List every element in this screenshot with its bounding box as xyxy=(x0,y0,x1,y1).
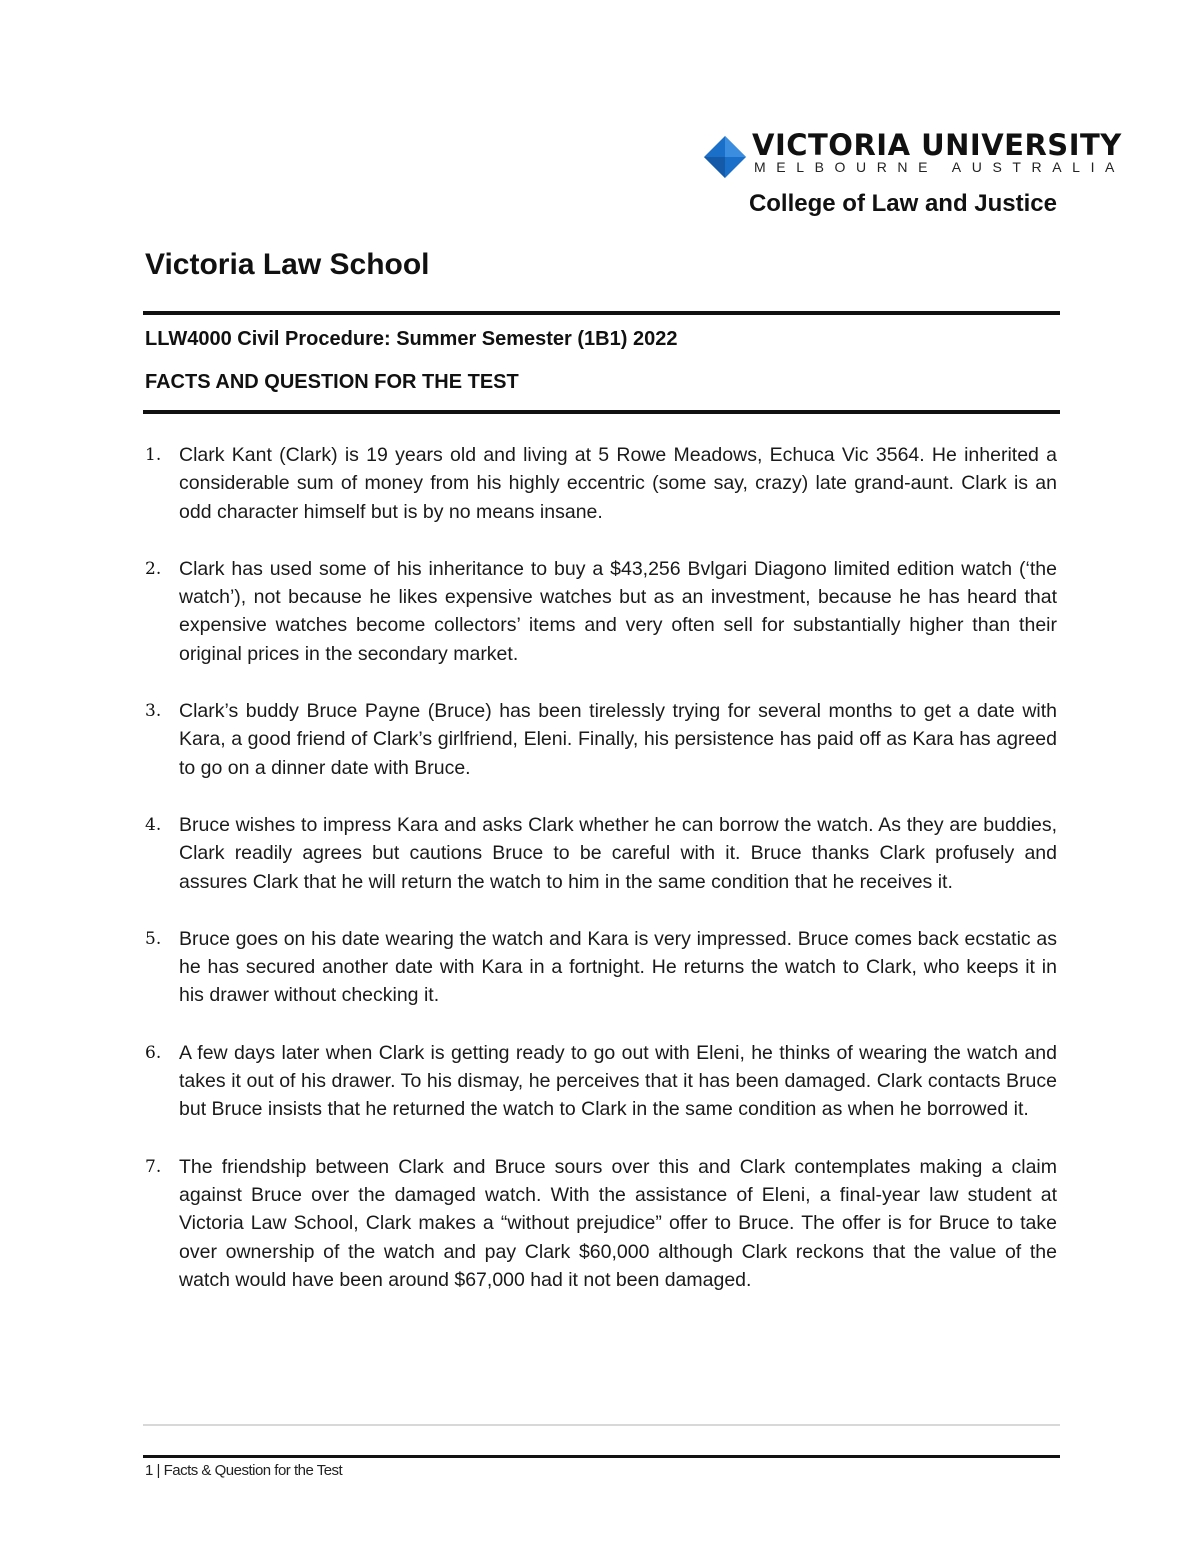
list-item xyxy=(145,1153,1057,1294)
list-item xyxy=(145,441,1057,526)
school-title: Victoria Law School xyxy=(145,248,430,281)
university-name: VICTORIA UNIVERSITY xyxy=(752,128,1122,162)
list-text: Bruce wishes to impress Kara and asks Clark whether he can borrow the watch. As they are buddies, Clark readily agrees but cautions Bruce to be careful with it. Bruce thanks Clark profusely and assures Clark that he will return the watch to him in the same condition that he receives it. xyxy=(179,813,1057,893)
divider-top xyxy=(143,311,1060,315)
divider-bottom xyxy=(143,410,1060,414)
list-number: 3. xyxy=(145,701,162,722)
list-number: 4. xyxy=(145,814,162,835)
section-title: FACTS AND QUESTION FOR THE TEST xyxy=(145,371,519,393)
list-number: 7. xyxy=(145,1156,162,1177)
list-text: The friendship between Clark and Bruce sours over this and Clark contemplates making a claim against Bruce over the damaged watch. With the assistance of Eleni, a final-year law student at Victoria Law School, Clark makes a “without prejudice” offer to Bruce. The offer is for Bruce to take over ownership of the watch and pay Clark $60,000 although Clark reckons that the value of the watch would have been around $67,000 had it not been damaged. xyxy=(179,1155,1057,1291)
footer-divider-light xyxy=(143,1424,1060,1426)
list-text: Clark has used some of his inheritance to buy a $43,256 Bvlgari Diagono limited edition watch (‘the watch’), not because he likes expensive watches but as an investment, because he has heard that expensive watches become collectors’ items and very often sell for substantially higher than their original prices in the secondary market. xyxy=(179,557,1057,665)
list-number: 2. xyxy=(145,558,162,579)
page-footer: 1 | Facts & Question for the Test xyxy=(145,1462,343,1479)
footer-divider xyxy=(143,1455,1060,1458)
list-number: 5. xyxy=(145,928,162,949)
list-text: A few days later when Clark is getting ready to go out with Eleni, he thinks of wearing the watch and takes it out of his drawer. To his dismay, he perceives that it has been damaged. Clark contacts Bruce but Bruce insists that he returned the watch to Clark in the same condition as when he borrowed it. xyxy=(179,1041,1057,1121)
university-logo xyxy=(702,128,1125,188)
list-text: Bruce goes on his date wearing the watch and Kara is very impressed. Bruce comes back ecstatic as he has secured another date with Kara in a fortnight. He returns the watch to Clark, who keeps it in his drawer without checking it. xyxy=(179,927,1057,1007)
list-text: Clark’s buddy Bruce Payne (Bruce) has been tirelessly trying for several months to get a date with Kara, a good friend of Clark’s girlfriend, Eleni. Finally, his persistence has paid off as Kara has agreed to go on a dinner date with Bruce. xyxy=(179,700,1057,779)
list-item xyxy=(145,925,1057,1010)
college-name: College of Law and Justice xyxy=(748,190,1057,217)
list-item xyxy=(145,811,1057,896)
diamond-logo-icon xyxy=(702,134,748,180)
university-location: MELBOURNE AUSTRALIA xyxy=(754,159,1125,175)
facts-list xyxy=(145,441,1057,1323)
list-number: 6. xyxy=(145,1042,162,1063)
list-number: 1. xyxy=(145,445,162,465)
course-title: LLW4000 Civil Procedure: Summer Semester (1B1) 2022 xyxy=(145,328,678,350)
list-item xyxy=(145,1039,1057,1124)
list-item xyxy=(145,697,1057,782)
list-item xyxy=(145,555,1057,668)
list-text: Clark Kant (Clark) is 19 years old and living at 5 Rowe Meadows, Echuca Vic 3564. He inherited a considerable sum of money from his highly eccentric (some say, crazy) late grand-aunt. Clark is an odd character himself but is by no means insane. xyxy=(179,444,1057,523)
